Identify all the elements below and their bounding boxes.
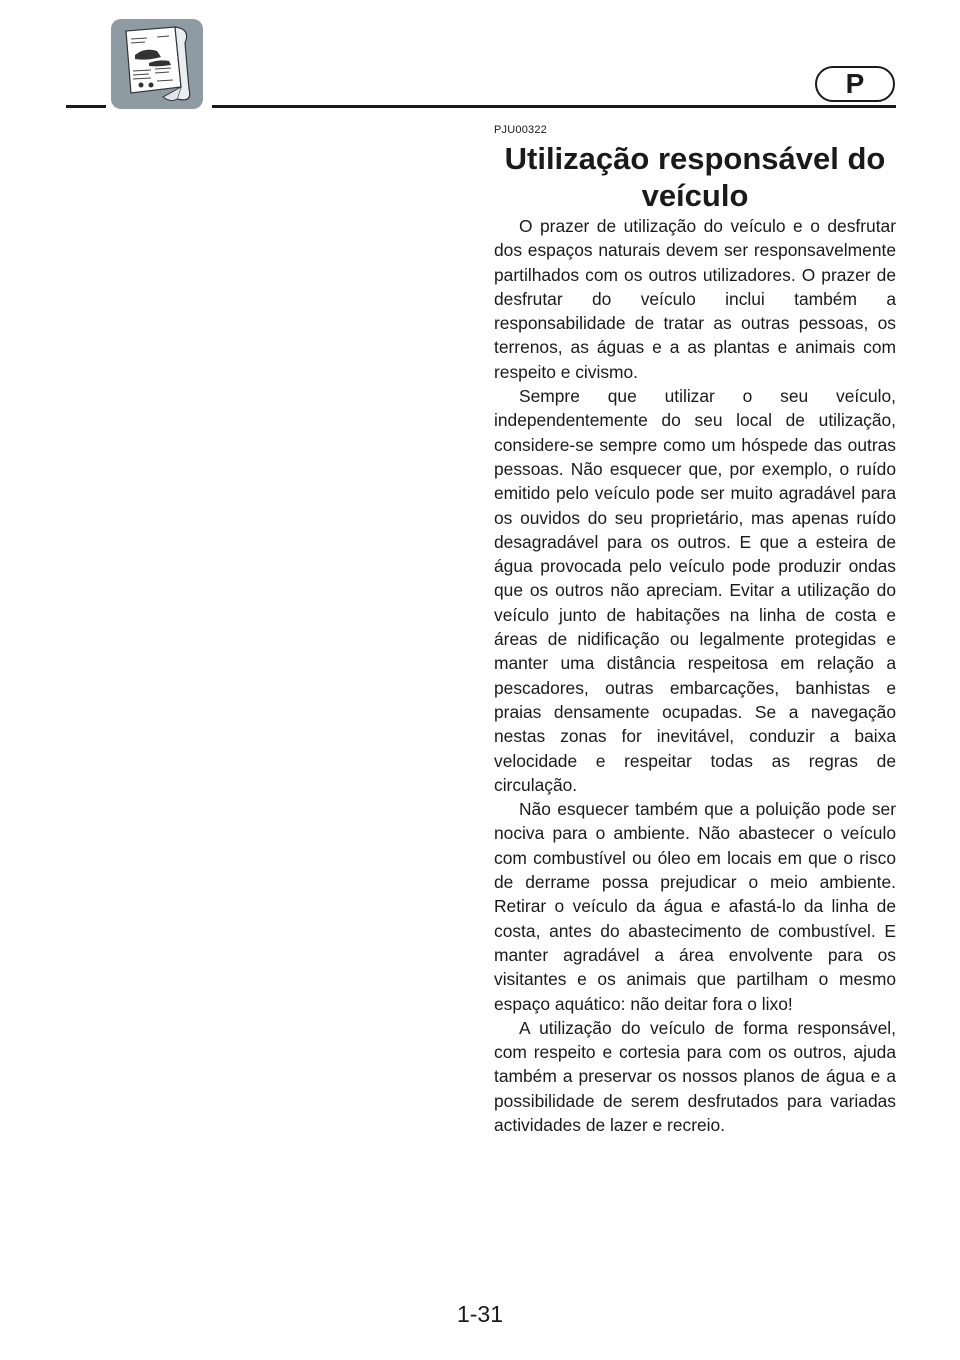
header-rule-right [212,105,896,108]
paragraph: O prazer de utilização do veículo e o desfrutar dos espaços naturais devem ser responsavelmente partilhados com os outros utilizadores. O prazer de desfrutar do veículo inclui também a responsabilidade de tratar as outras pessoas, os terrenos, as águas e a as plantas e animais com respeito e civismo. [494,216,896,382]
header-rule-left [66,105,106,108]
paragraph: A utilização do veículo de forma responsável, com respeito e cortesia para com os outros, ajuda também a preservar os nossos planos de água e a possibilidade de serem desfrutados para variadas actividades de lazer e recreio. [494,1017,896,1135]
page-number: 1-31 [456,1301,504,1327]
paragraph: Não esquecer também que a poluição pode ser nociva para o ambiente. Não abastecer o veículo com combustível ou óleo em locais em que o risco de derrame possa prejudicar o meio ambiente. Retirar o veículo da água e afastá-lo da linha de costa, antes do abastecimento de combustível. E manter agradável a área envolvente para os visitantes e os animais que partilham o mesmo espaço aquático: não deitar fora o lixo! [494,799,896,1014]
section-body [494,214,896,1137]
manual-book-icon [111,19,203,109]
language-badge [815,66,895,102]
section-code: PJU00322 [494,124,547,136]
section-title: Utilização responsável do veículo [504,141,886,213]
paragraph: Sempre que utilizar o seu veículo, independentemente do seu local de utilização, considere-se sempre como um hóspede das outras pessoas. Não esquecer que, por exemplo, o ruído emitido pelo veículo pode ser muito agradável para os ouvidos do seu proprietário, mas apenas ruído desagradável para os outros. E que a esteira de água provocada pelo veículo pode produzir ondas que os outros não apreciam. Evitar a utilização do veículo junto de habitações na linha de costa e áreas de nidificação ou legalmente protegidas e manter uma distância respeitosa em relação a pescadores, outras embarcações, banhistas e praias densamente ocupadas. Se a navegação nestas zonas for inevitável, conduzir a baixa velocidade e respeitar todas as regras de circulação. [494,386,896,795]
language-badge-label: P [845,68,865,99]
